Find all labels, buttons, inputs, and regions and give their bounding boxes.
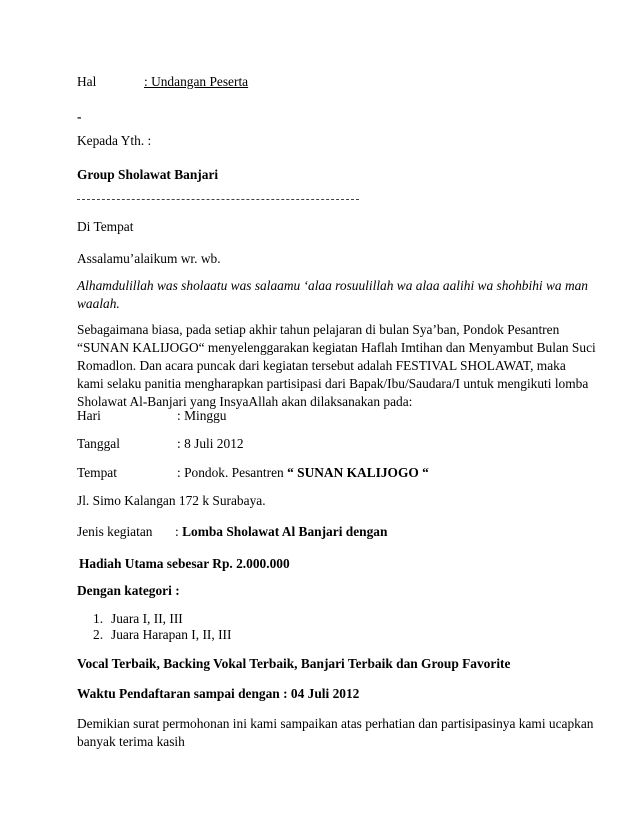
tempat-value-name: “ SUNAN KALIJOGO “ (287, 465, 429, 480)
jenis-label: Jenis kegiatan (77, 524, 153, 539)
body-line-4: kami selaku panitia mengharapkan partisipasi dari Bapak/Ibu/Saudara/I untuk mengikuti lomba (77, 376, 589, 391)
tempat-row (77, 465, 429, 481)
list-item (93, 627, 231, 643)
hari-row (77, 406, 227, 423)
kepada-label: Kepada Yth. : (77, 133, 152, 148)
list-item (93, 611, 183, 627)
tanggal-value: : 8 Juli 2012 (177, 436, 244, 451)
jenis-row (77, 524, 388, 540)
jenis-colon: : (175, 524, 183, 539)
recipient-blank-line (77, 199, 359, 200)
greeting: Assalamu’alaikum wr. wb. (77, 251, 221, 266)
waktu-pendaftaran: Waktu Pendaftaran sampai dengan : 04 Juli 2012 (77, 686, 360, 701)
vocal-categories: Vocal Terbaik, Backing Vokal Terbaik, Banjari Terbaik dan Group Favorite (77, 656, 511, 671)
list-item-number: 2. (93, 627, 104, 642)
body-line-2: “SUNAN KALIJOGO“ menyelenggarakan kegiatan Haflah Imtihan dan Menyambut Bulan Suci (77, 340, 596, 355)
hal-row (77, 74, 249, 90)
hal-value-text: : Undangan Peserta (144, 74, 249, 89)
body-line-5: Sholawat Al-Banjari yang InsyaAllah akan dilaksanakan pada: (77, 394, 413, 409)
body-line-3: Romadlon. Dan acara puncak dari kegiatan tersebut adalah FESTIVAL SHOLAWAT, maka (77, 358, 566, 373)
recipient: Group Sholawat Banjari (77, 167, 219, 182)
hadiah: Hadiah Utama sebesar Rp. 2.000.000 (79, 556, 290, 571)
hal-value (144, 74, 248, 90)
kategori-title: Dengan kategori : (77, 583, 180, 598)
jenis-value-text: Lomba Sholawat Al Banjari dengan (182, 524, 388, 539)
closing-line-1: Demikian surat permohonan ini kami sampaikan atas perhatian dan partisipasinya kami ucapkan (77, 716, 594, 731)
address: Jl. Simo Kalangan 172 k Surabaya. (77, 493, 266, 508)
tempat-label: Tempat (77, 465, 117, 480)
jenis-value (175, 524, 387, 540)
list-item-number: 1. (93, 611, 104, 626)
hari-label: Hari (77, 408, 101, 423)
tanggal-label: Tanggal (77, 436, 120, 451)
hal-label: Hal (77, 74, 97, 89)
doa-line-2: waalah. (77, 296, 120, 311)
tempat-value (177, 465, 429, 481)
tanggal-row (77, 436, 244, 452)
tempat-value-prefix: : Pondok. Pesantren (177, 465, 288, 480)
body-line-1: Sebagaimana biasa, pada setiap akhir tahun pelajaran di bulan Sya’ban, Pondok Pesantren (77, 322, 560, 337)
list-item-text: Juara Harapan I, II, III (111, 627, 232, 642)
list-item-text: Juara I, II, III (111, 611, 183, 626)
doa-line-1: Alhamdulillah was sholaatu was salaamu ‘alaa rosuulillah wa alaa aalihi wa shohbihi wa man (77, 278, 589, 293)
place: Di Tempat (77, 219, 134, 234)
closing-line-2: banyak terima kasih (77, 734, 185, 749)
hari-value: : Minggu (177, 408, 227, 423)
dash-marker: - (77, 109, 82, 124)
